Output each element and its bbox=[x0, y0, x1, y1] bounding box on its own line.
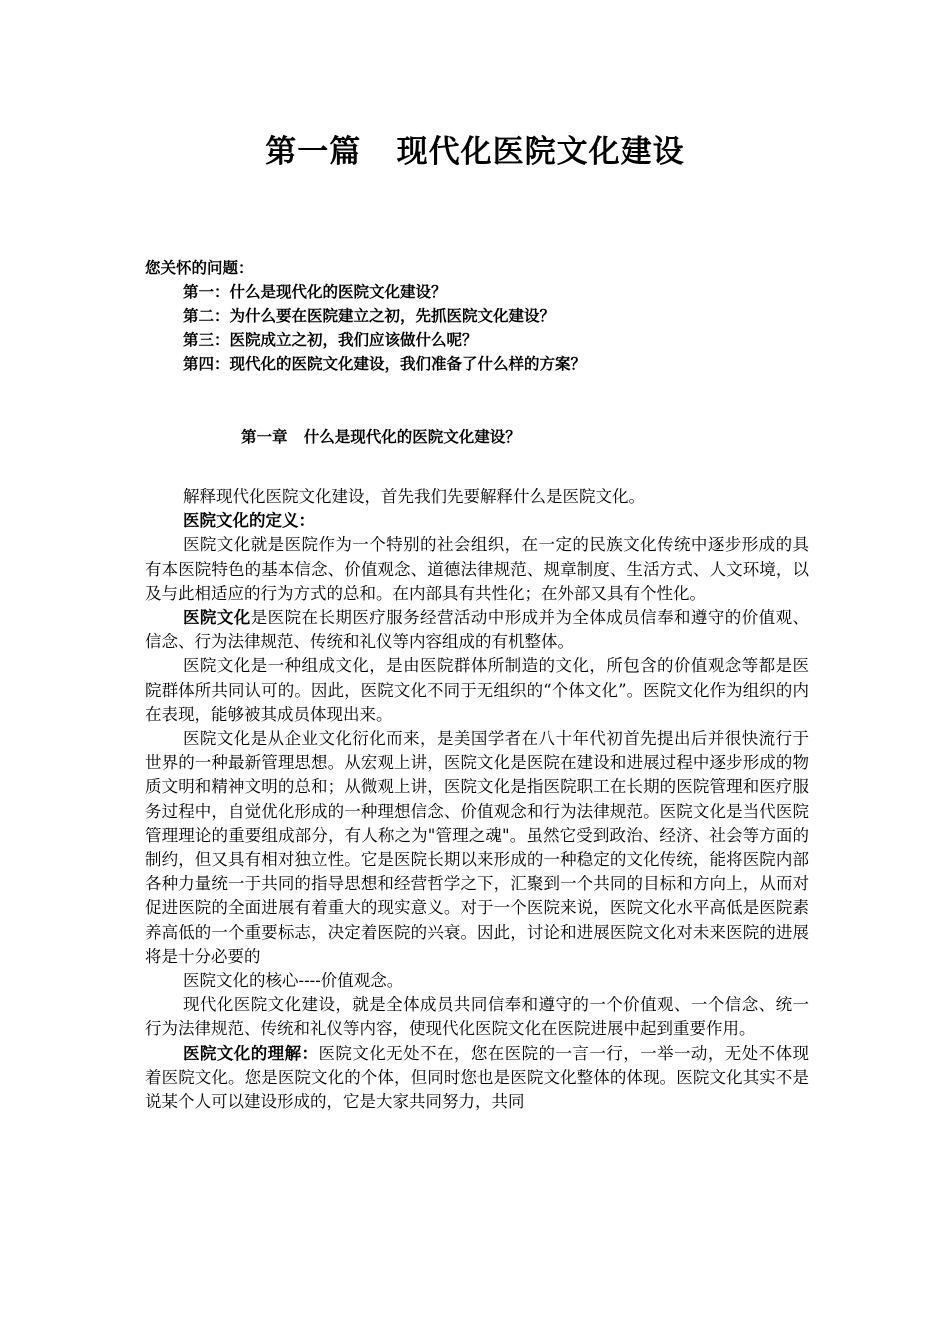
term-hospital-culture: 医院文化 bbox=[183, 608, 251, 628]
paragraph-origin: 医院文化是从企业文化衍化而来，是美国学者在八十年代初首先提出后并很快流行于世界的一种最新管理思想。从宏观上讲，医院文化是医院在建设和进展过程中逐步形成的物质文明和精神文明的总和；从微观上讲，医院文化是指医院职工在长期的医院管理和医疗服务过程中，自觉优化形成的一种理想信念、价值观念和行为法律规范。医院文化是当代医院管理理论的重要组成部分，有人称之为"管理之魂"。虽然它受到政治、经济、社会等方面的制约，但又具有相对独立性。它是医院长期以来形成的一种稳定的文化传统，能将医院内部各种力量统一于共同的指导思想和经营哲学之下，汇聚到一个共同的目标和方向上，从而对促进医院的全面进展有着重大的现实意义。对于一个医院来说，医院文化水平高低是医院素养高低的一个重要标志，决定着医院的兴衰。因此，讨论和进展医院文化对未来医院的进展将是十分必要的 bbox=[145, 729, 809, 966]
concern-question-4: 第四：现代化的医院文化建设，我们准备了什么样的方案？ bbox=[183, 355, 587, 373]
body-text bbox=[145, 485, 809, 1114]
paragraph-hospital-culture-text: 是医院在长期医疗服务经营活动中形成并为全体成员信奉和遵守的价值观、信念、行为法律规范、传统和礼仪等内容组成的有机整体。 bbox=[145, 608, 810, 652]
concern-question-3: 第三：医院成立之初，我们应该做什么呢？ bbox=[183, 331, 478, 349]
concerns-section bbox=[145, 256, 825, 376]
definition-heading: 医院文化的定义： bbox=[183, 511, 315, 531]
paragraph-core: 医院文化的核心----价值观念。 bbox=[183, 971, 404, 991]
paragraph-hospital-culture bbox=[145, 606, 809, 654]
paragraph-organizational-culture: 医院文化是一种组成文化，是由医院群体所制造的文化，所包含的价值观念等都是医院群体所共同认可的。因此，医院文化不同于无组织的“个体文化”。医院文化作为组织的内在表现，能够被其成员体现出来。 bbox=[145, 656, 809, 724]
concern-question-1: 第一：什么是现代化的医院文化建设？ bbox=[183, 283, 447, 301]
paragraph-understanding bbox=[145, 1042, 809, 1115]
concerns-heading: 您关怀的问题： bbox=[145, 259, 254, 277]
concern-question-2: 第二：为什么要在医院建立之初，先抓医院文化建设？ bbox=[183, 307, 556, 325]
understanding-heading: 医院文化的理解： bbox=[183, 1043, 319, 1063]
intro-paragraph: 解释现代化医院文化建设，首先我们先要解释什么是医院文化。 bbox=[183, 487, 645, 506]
paragraph-modern-construction: 现代化医院文化建设，就是全体成员共同信奉和遵守的一个价值观、一个信念、统一行为法律规范、传统和礼仪等内容，使现代化医院文化在医院进展中起到重要作用。 bbox=[145, 995, 809, 1039]
chapter-title: 第一章 什么是现代化的医院文化建设？ bbox=[241, 428, 521, 446]
part-title: 第一篇 现代化医院文化建设 bbox=[265, 134, 685, 170]
paragraph-understanding-text: 医院文化无处不在，您在医院的一言一行，一举一动，无处不体现着医院文化。您是医院文化的个体，但同时您也是医院文化整体的体现。医院文化其实不是说某个人可以建设形成的，它是大家共同努力，共同 bbox=[145, 1043, 810, 1112]
paragraph-definition: 医院文化就是医院作为一个特别的社会组织，在一定的民族文化传统中逐步形成的具有本医院特色的基本信念、价值观念、道德法律规范、规章制度、生活方式、人文环境，以及与此相适应的行为方式的总和。在内部具有共性化；在外部又具有个性化。 bbox=[145, 535, 809, 603]
